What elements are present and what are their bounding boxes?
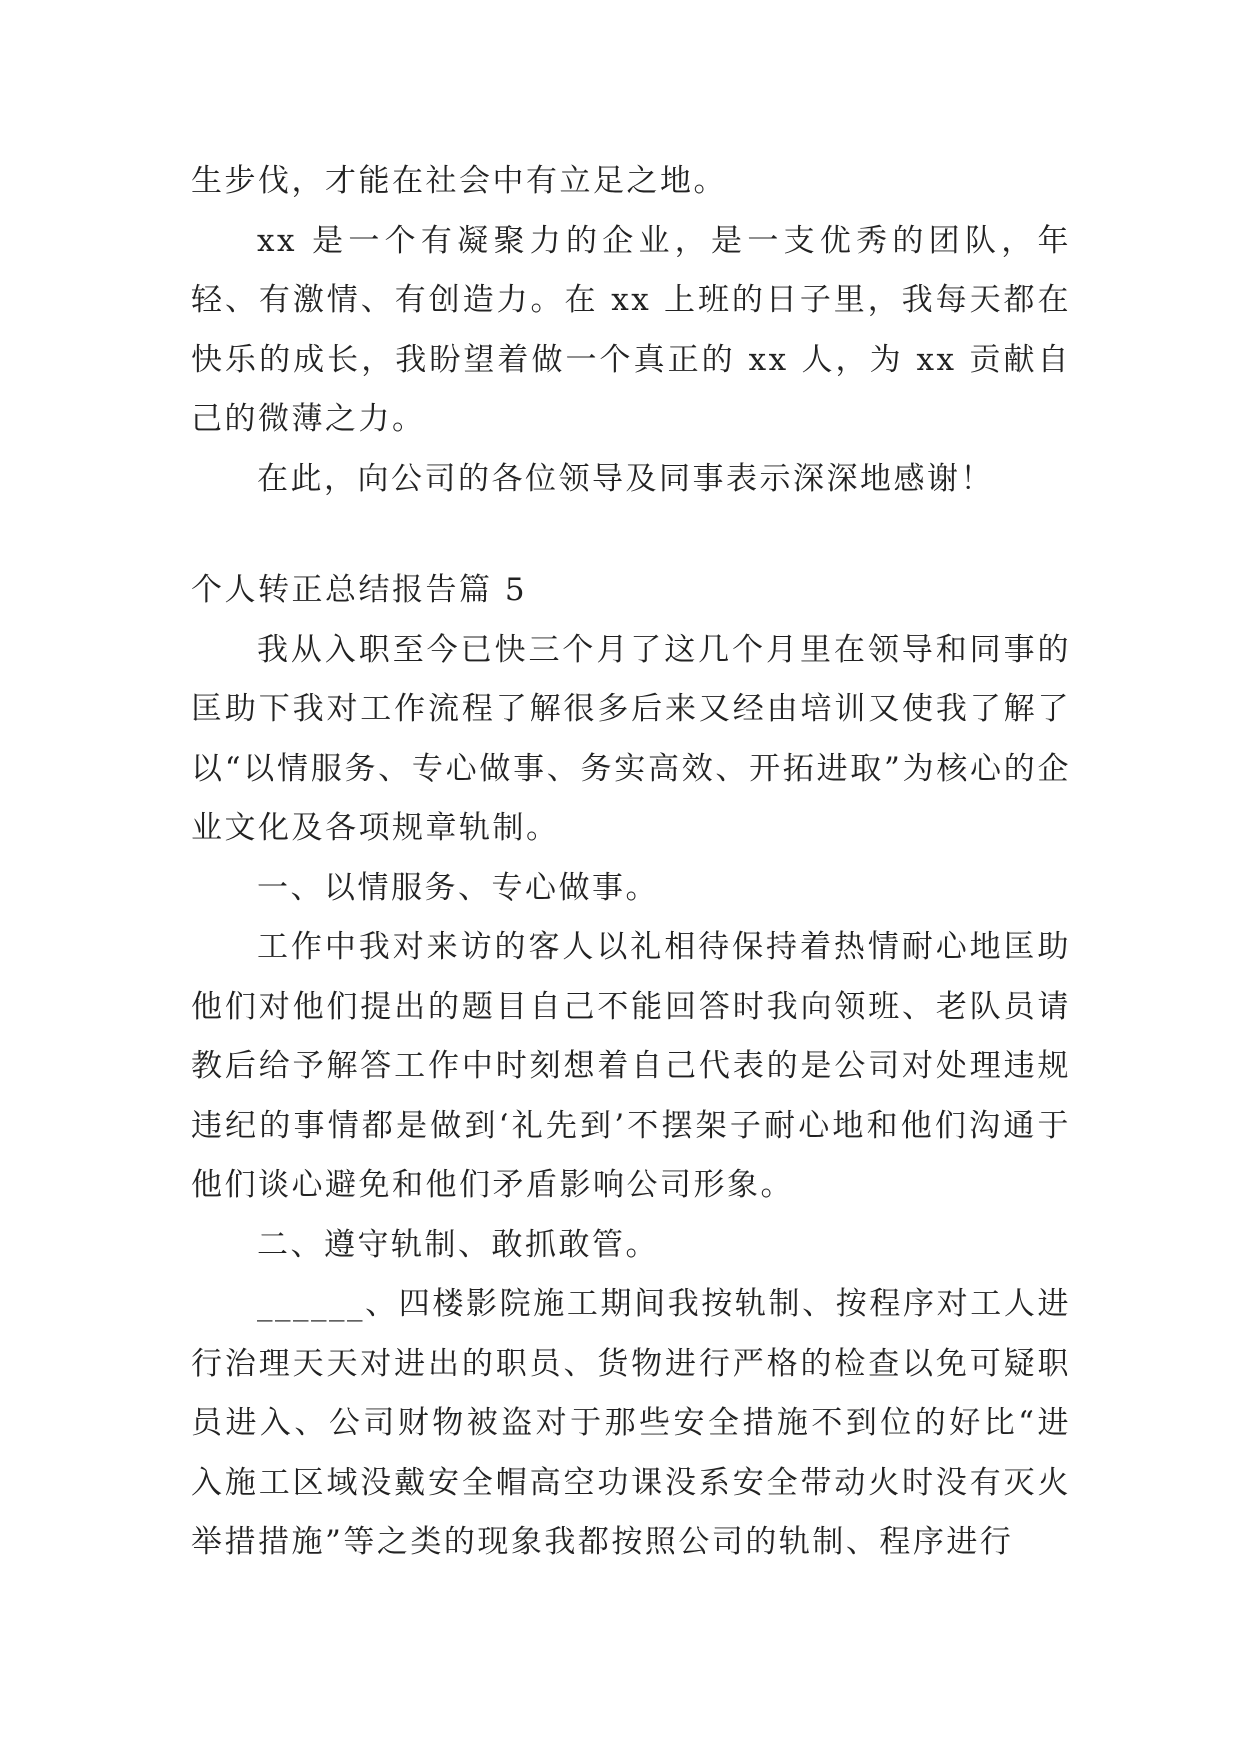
paragraph: 在此，向公司的各位领导及同事表示深深地感谢！ [257, 460, 994, 497]
paragraph: ______、四楼影院施工期间我按轨制、按程序对工人进行治理天天对进出的职员、货物进行严格的检查以免可疑职员进入、公司财物被盗对于那些安全措施不到位的好比“进入施工区域没戴安全帽高空功课没系安全带动火时没有灭火举措措施”等之类的现象我都按照公司的轨制、程序进行 [191, 1286, 1071, 1560]
document-body [191, 152, 1071, 1573]
paragraph: 生步伐，才能在社会中有立足之地。 [191, 163, 727, 199]
section-title: 个人转正总结报告篇 5 [191, 572, 528, 608]
paragraph: 工作中我对来访的客人以礼相待保持着热情耐心地匡助他们对他们提出的题目自己不能回答时我向领班、老队员请教后给予解答工作中时刻想着自己代表的是公司对处理违规违纪的事情都是做到‘礼先到’不摆架子耐心地和他们沟通于他们谈心避免和他们矛盾影响公司形象。 [191, 929, 1071, 1203]
paragraph: 二、遵守轨制、敢抓敢管。 [257, 1226, 659, 1263]
paragraph: xx 是一个有凝聚力的企业，是一支优秀的团队，年轻、有激情、有创造力。在 xx 上班的日子里，我每天都在快乐的成长，我盼望着做一个真正的 xx 人，为 xx 贡献自己的微薄之力。 [191, 222, 1071, 437]
paragraph: 一、以情服务、专心做事。 [257, 869, 659, 906]
paragraph: 我从入职至今已快三个月了这几个月里在领导和同事的匡助下我对工作流程了解很多后来又经由培训又使我了解了以“以情服务、专心做事、务实高效、开拓进取”为核心的企业文化及各项规章轨制。 [191, 631, 1071, 846]
